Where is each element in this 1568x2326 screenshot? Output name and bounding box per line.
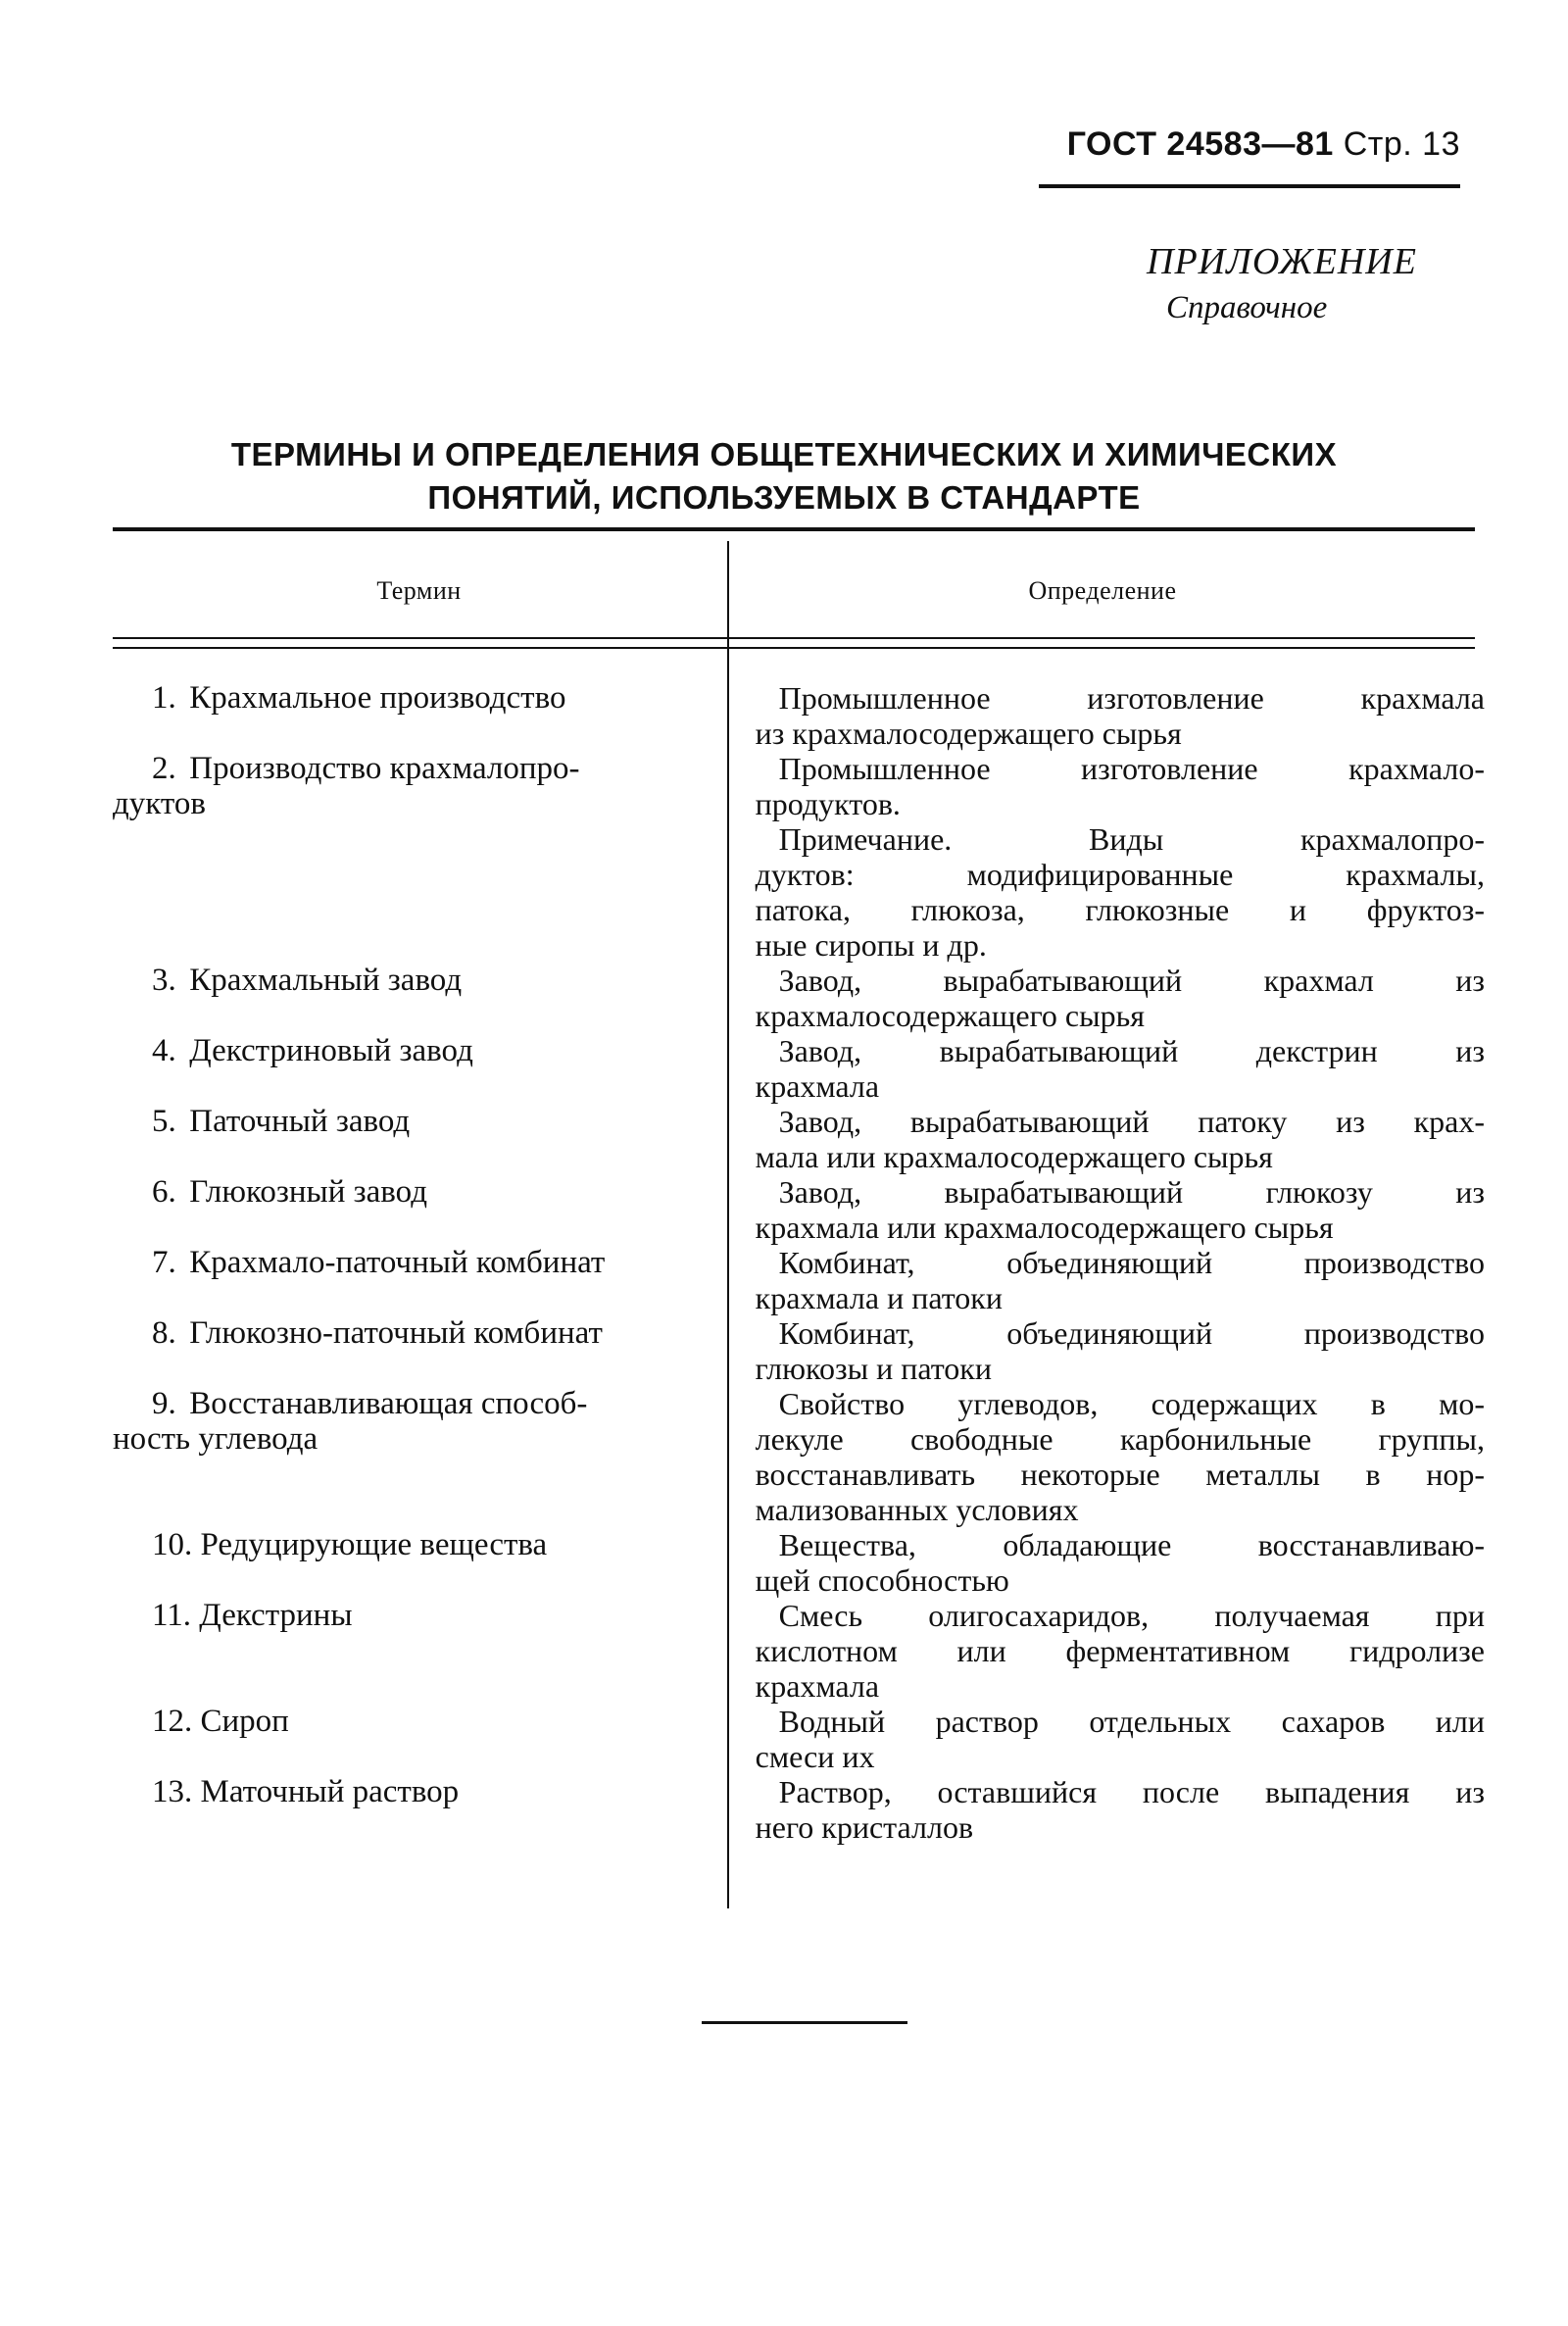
- definition-line: смеси их: [755, 1739, 875, 1774]
- term-cell: [113, 1386, 726, 1527]
- term-cell: [113, 1174, 726, 1245]
- note-line: патока, глюкоза, глюкозные и фруктоз-: [755, 892, 1485, 927]
- term-cell: [113, 1245, 726, 1315]
- term-text-continued: ность углевода: [113, 1421, 318, 1457]
- term-text: Крахмало-паточный комбинат: [189, 1245, 606, 1280]
- definition-cell: [756, 1033, 1485, 1104]
- term-cell: [113, 1774, 726, 1845]
- term-number: 4.: [152, 1033, 176, 1068]
- definition-cell: [756, 751, 1485, 963]
- note-line: Примечание. Виды крахмалопро-: [778, 821, 1485, 857]
- definition-cell: [756, 1174, 1485, 1245]
- page-header: [1039, 125, 1460, 164]
- term-text: Глюкозно-паточный комбинат: [189, 1315, 603, 1351]
- table-body: [113, 680, 1485, 1845]
- term-number: 12.: [152, 1704, 193, 1739]
- definition-line: восстанавливать некоторые металлы в нор-: [755, 1457, 1485, 1492]
- definition-line: Смесь олигосахаридов, получаемая при: [778, 1598, 1485, 1633]
- standard-number: ГОСТ 24583—81: [1066, 125, 1334, 163]
- definition-line: Вещества, обладающие восстанавливаю-: [778, 1527, 1485, 1562]
- header-rule: [1039, 184, 1460, 188]
- definition-line: Комбинат, объединяющий производство: [778, 1315, 1485, 1351]
- term-text: Производство крахмалопро-: [189, 751, 580, 786]
- title-line-1: ТЕРМИНЫ И ОПРЕДЕЛЕНИЯ ОБЩЕТЕХНИЧЕСКИХ И ХИМИЧЕСКИХ: [230, 436, 1338, 472]
- term-number: 2.: [152, 751, 176, 786]
- term-text: Редуцирующие вещества: [200, 1527, 548, 1562]
- term-text-continued: дуктов: [113, 786, 206, 821]
- definition-cell: [756, 1245, 1485, 1315]
- definition-line: кислотном или ферментативном гидролизе: [755, 1633, 1485, 1668]
- term-number: 5.: [152, 1104, 176, 1139]
- table-row: [113, 1104, 1485, 1174]
- term-number: 10.: [152, 1527, 193, 1562]
- definition-line: из крахмалосодержащего сырья: [755, 716, 1182, 751]
- definition-line: Свойство углеводов, содержащих в мо-: [778, 1386, 1485, 1421]
- appendix-label: ПРИЛОЖЕНИЕ: [1147, 241, 1417, 282]
- table-row: [113, 1598, 1485, 1704]
- definition-line: Завод, вырабатывающий патоку из крах-: [778, 1104, 1485, 1139]
- definition-line: него кристаллов: [755, 1809, 974, 1845]
- note-line: дуктов: модифицированные крахмалы,: [755, 857, 1485, 892]
- definition-line: Водный раствор отдельных сахаров или: [778, 1704, 1485, 1739]
- table-row: [113, 1774, 1485, 1845]
- definition-cell: [756, 680, 1485, 751]
- term-text: Глюкозный завод: [189, 1174, 427, 1210]
- table-row: [113, 1245, 1485, 1315]
- title-line-2: ПОНЯТИЙ, ИСПОЛЬЗУЕМЫХ В СТАНДАРТЕ: [427, 479, 1141, 516]
- term-text: Крахмальное производство: [189, 680, 566, 716]
- term-text: Декстрины: [199, 1598, 353, 1633]
- table-row: [113, 1033, 1485, 1104]
- definition-cell: [756, 1704, 1485, 1774]
- table-row: [113, 1174, 1485, 1245]
- definition-line: крахмалосодержащего сырья: [755, 998, 1145, 1033]
- term-cell: [113, 1704, 726, 1774]
- footer-rule: [702, 2021, 907, 2024]
- term-cell: [113, 1104, 726, 1174]
- note-label: Примечание.: [778, 821, 953, 857]
- table-row: [113, 680, 1485, 751]
- table-row: [113, 1527, 1485, 1598]
- document-title: [147, 433, 1421, 520]
- definition-line: крахмала: [755, 1668, 880, 1704]
- term-text: Восстанавливающая способ-: [189, 1386, 588, 1421]
- definition-line: крахмала: [755, 1068, 880, 1104]
- definition-line: Промышленное изготовление крахмало-: [778, 751, 1485, 786]
- definition-line: глюкозы и патоки: [755, 1351, 992, 1386]
- definition-line: продуктов.: [755, 786, 901, 821]
- definition-line: мализованных условиях: [755, 1492, 1079, 1527]
- table-row: [113, 1704, 1485, 1774]
- term-cell: [113, 1527, 726, 1598]
- term-number: 1.: [152, 680, 176, 716]
- appendix-type: Справочное: [1166, 290, 1328, 325]
- table-top-rule: [113, 527, 1475, 531]
- term-cell: [113, 1315, 726, 1386]
- header-rule-upper: [113, 637, 1475, 639]
- term-number: 9.: [152, 1386, 176, 1421]
- definition-line: крахмала и патоки: [755, 1280, 1003, 1315]
- term-cell: [113, 751, 726, 963]
- term-text: Декстриновый завод: [189, 1033, 473, 1068]
- definition-cell: [756, 963, 1485, 1033]
- term-number: 8.: [152, 1315, 176, 1351]
- definition-cell: [756, 1598, 1485, 1704]
- table-row: [113, 1386, 1485, 1527]
- definition-line: щей способностью: [755, 1562, 1009, 1598]
- term-cell: [113, 680, 726, 751]
- definition-line: мала или крахмалосодержащего сырья: [755, 1139, 1273, 1174]
- table-row: [113, 751, 1485, 963]
- definition-line: Промышленное изготовление крахмала: [778, 680, 1485, 716]
- note-line: ные сиропы и др.: [755, 927, 987, 963]
- definition-line: Завод, вырабатывающий декстрин из: [778, 1033, 1485, 1068]
- definition-cell: [756, 1527, 1485, 1598]
- term-cell: [113, 963, 726, 1033]
- term-text: Сироп: [200, 1704, 289, 1739]
- term-text: Маточный раствор: [200, 1774, 460, 1809]
- definition-line: крахмала или крахмалосодержащего сырья: [755, 1210, 1334, 1245]
- definition-cell: [756, 1774, 1485, 1845]
- definition-line: Раствор, оставшийся после выпадения из: [778, 1774, 1485, 1809]
- term-number: 6.: [152, 1174, 176, 1210]
- definition-cell: [756, 1315, 1485, 1386]
- page-number: Стр. 13: [1343, 125, 1460, 163]
- table-row: [113, 963, 1485, 1033]
- term-text: Паточный завод: [189, 1104, 411, 1139]
- definition-line: Завод, вырабатывающий глюкозу из: [778, 1174, 1485, 1210]
- definition-line: Завод, вырабатывающий крахмал из: [778, 963, 1485, 998]
- definition-cell: [756, 1104, 1485, 1174]
- column-header-definition: Определение: [1028, 576, 1177, 605]
- table-row: [113, 1315, 1485, 1386]
- definition-line: лекуле свободные карбонильные группы,: [755, 1421, 1485, 1457]
- term-cell: [113, 1598, 726, 1704]
- term-number: 7.: [152, 1245, 176, 1280]
- term-number: 11.: [152, 1598, 192, 1633]
- term-text: Крахмальный завод: [189, 963, 463, 998]
- definition-line: Комбинат, объединяющий производство: [778, 1245, 1485, 1280]
- term-number: 3.: [152, 963, 176, 998]
- header-rule-lower: [113, 647, 1475, 649]
- column-header-term: Термин: [376, 576, 462, 605]
- definition-cell: [756, 1386, 1485, 1527]
- term-cell: [113, 1033, 726, 1104]
- term-number: 13.: [152, 1774, 193, 1809]
